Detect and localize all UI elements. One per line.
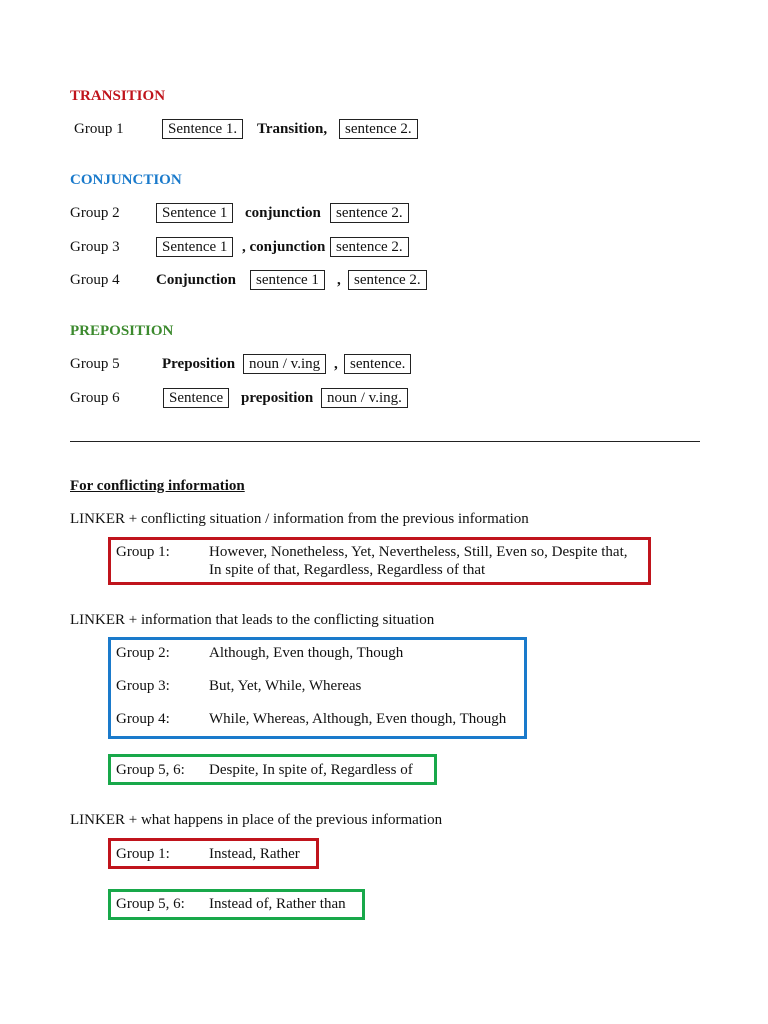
group2-label: Group 2 [70, 205, 120, 221]
box-text: Despite, In spite of, Regardless of [209, 762, 413, 778]
box-label: Group 4: [116, 711, 170, 727]
linker-line-1: LINKER + conflicting situation / information from the previous information [70, 511, 529, 527]
section-title: For conflicting information [70, 478, 245, 494]
sentence-box: sentence 2. [339, 119, 418, 139]
box-text: Instead of, Rather than [209, 896, 346, 912]
preposition-heading: PREPOSITION [70, 323, 174, 339]
box-text: However, Nonetheless, Yet, Nevertheless, Still, Even so, Despite that, [209, 544, 628, 560]
preposition-word: Preposition [162, 356, 236, 372]
box-label: Group 3: [116, 678, 170, 694]
conjunction-word: conjunction [245, 205, 321, 221]
box-text: While, Whereas, Although, Even though, Though [209, 711, 507, 727]
noun-box: noun / v.ing [243, 354, 326, 374]
box-text: In spite of that, Regardless, Regardless of that [209, 562, 486, 578]
linker-line-2: LINKER + information that leads to the conflicting situation [70, 612, 435, 628]
sentence-box: sentence 2. [330, 203, 409, 223]
box-label: Group 5, 6: [116, 762, 185, 778]
sentence-box: Sentence 1 [156, 203, 233, 223]
sentence-box: sentence 1 [250, 270, 325, 290]
group6-label: Group 6 [70, 390, 120, 406]
box-label: Group 2: [116, 645, 170, 661]
transition-word: Transition, [257, 121, 328, 137]
linker-line-3: LINKER + what happens in place of the previous information [70, 812, 443, 828]
sentence-box: Sentence [163, 388, 229, 408]
comma: , [337, 272, 341, 288]
transition-heading: TRANSITION [70, 88, 166, 104]
box-label: Group 1: [116, 544, 170, 560]
preposition-word: preposition [241, 390, 314, 406]
box-label: Group 1: [116, 846, 170, 862]
sentence-box: sentence 2. [348, 270, 427, 290]
sentence-box: sentence 2. [330, 237, 409, 257]
noun-box: noun / v.ing. [321, 388, 408, 408]
group4-label: Group 4 [70, 272, 120, 288]
group1-label: Group 1 [74, 121, 124, 137]
box-text: Instead, Rather [209, 846, 300, 862]
box-text: But, Yet, While, Whereas [209, 678, 362, 694]
conjunction-word: Conjunction [156, 272, 237, 288]
conjunction-heading: CONJUNCTION [70, 172, 182, 188]
divider [70, 441, 700, 442]
box-label: Group 5, 6: [116, 896, 185, 912]
sentence-box: sentence. [344, 354, 411, 374]
sentence-box: Sentence 1 [156, 237, 233, 257]
group5-label: Group 5 [70, 356, 120, 372]
conjunction-word: , conjunction [242, 239, 326, 255]
group3-label: Group 3 [70, 239, 120, 255]
sentence-box: Sentence 1. [162, 119, 243, 139]
box-text: Although, Even though, Though [209, 645, 404, 661]
comma: , [334, 356, 338, 372]
